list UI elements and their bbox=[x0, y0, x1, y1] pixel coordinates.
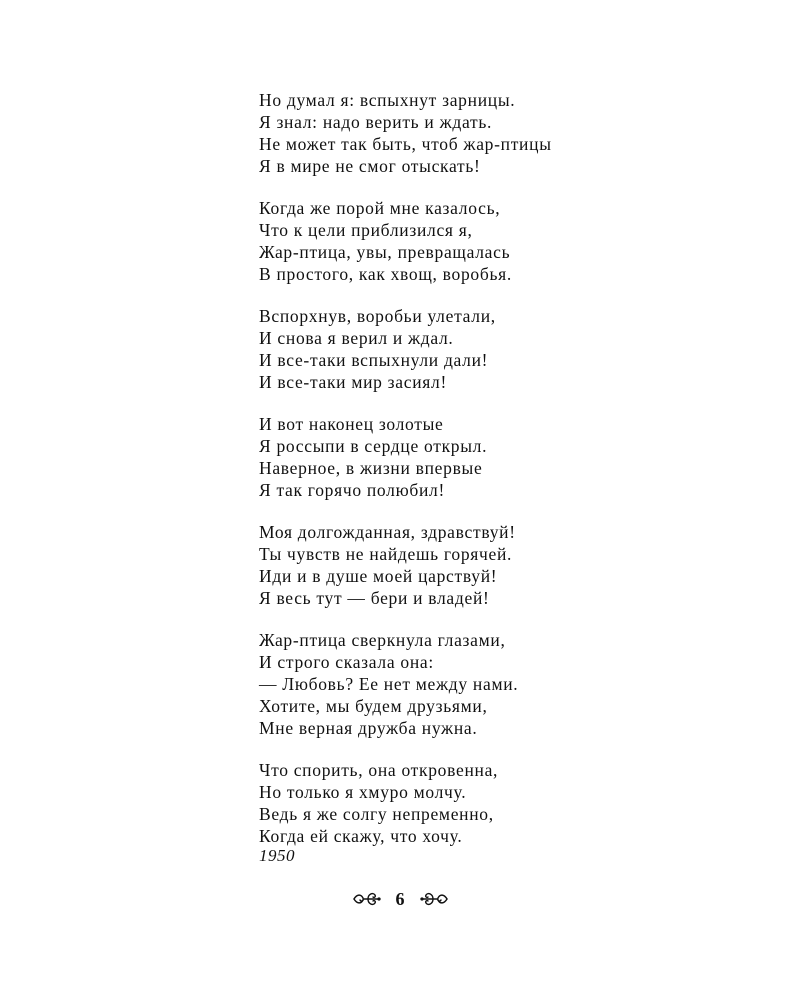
poem-line: Не может так быть, чтоб жар-птицы bbox=[259, 134, 552, 154]
poem-line: Наверное, в жизни впервые bbox=[259, 458, 483, 478]
page-number: 6 bbox=[395, 888, 405, 909]
poem-line: Ты чувств не найдешь горячей. bbox=[259, 544, 513, 564]
poem-line: Моя долгожданная, здравствуй! bbox=[259, 522, 516, 542]
poem-line: Что к цели приблизился я, bbox=[259, 220, 473, 240]
poem-line: Что спорить, она откровенна, bbox=[259, 760, 499, 780]
poem-line: Жар-птица, увы, превращалась bbox=[259, 242, 511, 262]
poem-line: Я весь тут — бери и владей! bbox=[259, 588, 490, 608]
poem-line: Хотите, мы будем друзьями, bbox=[259, 696, 488, 716]
flourish-left-icon bbox=[352, 890, 382, 908]
poem-line: Я знал: надо верить и ждать. bbox=[259, 112, 493, 132]
poem-line: Я в мире не смог отыскать! bbox=[259, 156, 481, 176]
stanza-4 bbox=[259, 413, 739, 501]
page-footer bbox=[0, 884, 800, 914]
poem-line: Иди и в душе моей царствуй! bbox=[259, 566, 498, 586]
poem-line: Вспорхнув, воробьи улетали, bbox=[259, 306, 496, 326]
stanza-7 bbox=[259, 759, 739, 847]
flourish-right-icon bbox=[419, 890, 449, 908]
poem-line: Но только я хмуро молчу. bbox=[259, 782, 467, 802]
stanza-2 bbox=[259, 197, 739, 285]
poem-line: Я так горячо полюбил! bbox=[259, 480, 445, 500]
poem bbox=[259, 89, 739, 867]
poem-line: Я россыпи в сердце открыл. bbox=[259, 436, 488, 456]
poem-line: Мне верная дружба нужна. bbox=[259, 718, 478, 738]
stanza-6 bbox=[259, 629, 739, 739]
poem-year: 1950 bbox=[259, 846, 295, 865]
poem-line: Жар-птица сверкнула глазами, bbox=[259, 630, 506, 650]
stanza-1 bbox=[259, 89, 739, 177]
poem-line: Когда ей скажу, что хочу. bbox=[259, 826, 463, 846]
poem-line: И строго сказала она: bbox=[259, 652, 434, 672]
poem-line: И снова я верил и ждал. bbox=[259, 328, 454, 348]
poem-line: И все-таки мир засиял! bbox=[259, 372, 448, 392]
poem-line: Но думал я: вспыхнут зарницы. bbox=[259, 90, 516, 110]
poem-line: — Любовь? Ее нет между нами. bbox=[259, 674, 519, 694]
poem-line: Ведь я же солгу непременно, bbox=[259, 804, 494, 824]
stanza-5 bbox=[259, 521, 739, 609]
poem-line: И вот наконец золотые bbox=[259, 414, 444, 434]
poem-line: Когда же порой мне казалось, bbox=[259, 198, 501, 218]
poem-line: И все-таки вспыхнули дали! bbox=[259, 350, 489, 370]
poem-line: В простого, как хвощ, воробья. bbox=[259, 264, 512, 284]
stanza-3 bbox=[259, 305, 739, 393]
